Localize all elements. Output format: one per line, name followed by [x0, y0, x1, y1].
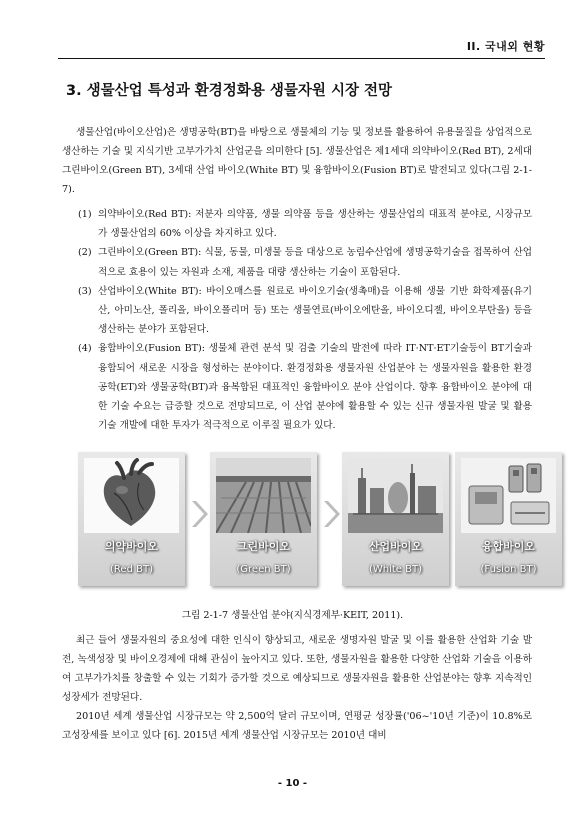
intro-paragraph: 생물산업(바이오산업)은 생명공학(BT)을 바탕으로 생물체의 기능 및 정보를 활용하여 유용물질을 상업적으로 생산하는 기술 및 지식기반 고부가가치 산업군을 의미한다 [5]. 생물산업은 제1세대 의약바이오(Red BT), 2세대 그린바이오(Green BT), 3세대 산업 바이오(White BT) 및 융합바이오(Fusion BT)로 발전되고 있다(그림 2-1-7). [62, 127, 532, 195]
figure-caption: 그림 2-1-7 생물산업 분야(지식경제부·KEIT, 2011). [181, 610, 404, 621]
panel-title-en: (White BT) [368, 564, 423, 575]
list-number: (2) [78, 247, 92, 259]
section-title: 3. 생물산업 특성과 환경정화용 생물자원 시장 전망 [66, 83, 393, 99]
list-text: 산업바이오(White BT): 바이오매스를 원료로 바이오기술(생촉매)을 이용해 생물 기반 화학제품(유기산, 아미노산, 폴리올, 바이오폴리머 등) 또는 생물연료(바이오에탄올, 바이오디젤, 바이오부탄올) 등을 생산하는 분야가 포함된다. [98, 285, 532, 336]
list-item [62, 243, 532, 281]
list-text: 융합바이오(Fusion BT): 생물체 관련 분석 및 검출 기술의 발전에 따라 IT·NT·ET기술등이 BT기술과 융합되어 새로운 시장을 형성하는 분야이다. 환경정화용 생물자원 산업분야 는 생물자원을 활용한 환경공학(ET)와 생물공학(BT)과 융복합된 대표적인 융합바이오 분야 산업이다. 향후 융합바이오 분야에 대한 기술 수요는 급증할 것으로 전망되므로, 이 산업 분야에 활용할 수 있는 신규 생물자원 발굴 및 활용 기술 개발에 대한 투자가 적극적으로 이루질 필요가 있다. [98, 343, 532, 432]
running-header: II. 국내외 현황 [466, 40, 545, 53]
panel-red-bt [78, 452, 185, 586]
chevron-right-icon [322, 499, 340, 529]
panel-title-ko: 그린바이오 [236, 540, 291, 553]
list-number: (4) [78, 343, 92, 355]
heart-image [84, 458, 179, 533]
panel-title-ko: 융합바이오 [481, 540, 536, 553]
panel-white-bt [342, 452, 449, 586]
bio-industry-figure [78, 452, 548, 592]
biosensor-devices-image [461, 458, 556, 533]
panel-fusion-bt [455, 452, 562, 586]
industrial-plant-image [348, 458, 443, 533]
panel-title-en: (Green BT) [236, 564, 291, 575]
header-rule [58, 58, 545, 59]
panel-title-en: (Red BT) [110, 564, 153, 575]
list-text: 그린바이오(Green BT): 식물, 동물, 미생물 등을 대상으로 농림수산업에 생명공학기술을 접목하여 산업적으로 효용이 있는 자원과 소재, 제품을 대량 생산하는 기술이 포함된다. [98, 247, 532, 278]
list-number: (1) [78, 209, 92, 220]
list-item [62, 339, 532, 435]
panel-green-bt [210, 452, 317, 586]
list-text: 의약바이오(Red BT): 저분자 의약품, 생물 의약품 등을 생산하는 생물산업의 대표적 분야로, 시장규모가 생물산업의 60% 이상을 차지하고 있다. [98, 209, 532, 240]
body-paragraph: 2010년 세계 생물산업 시장규모는 약 2,500억 달러 규모이며, 연평균 성장률('06~'10년 기준)이 10.8%로 고성장세를 보이고 있다 [6]. 2015년 세계 생물산업 시장규모는 2010년 대비 [62, 711, 532, 741]
list-item [62, 205, 532, 243]
page-number: - 10 - [277, 778, 308, 789]
panel-title-ko: 의약바이오 [104, 540, 159, 553]
bt-category-list [62, 205, 532, 435]
body-paragraph: 최근 들어 생물자원의 중요성에 대한 인식이 향상되고, 새로운 생명자원 발굴 및 이를 활용한 산업화 기술 발전, 녹색성장 및 바이오경제에 대해 관심이 높아지고 있다. 또한, 생물자원을 활용한 다양한 산업화 기술을 이용하여 고부가가치를 창출할 수 있는 기회가 증가할 것으로 예상되므로 생물자원을 활용한 산업분야는 향후 지속적인 성장세가 전망된다. [62, 635, 532, 703]
crop-field-image [216, 458, 311, 533]
list-item [62, 282, 532, 340]
chevron-right-icon [190, 499, 208, 529]
list-number: (3) [78, 285, 92, 297]
panel-title-ko: 산업바이오 [368, 540, 423, 553]
panel-title-en: (Fusion BT) [480, 564, 537, 575]
